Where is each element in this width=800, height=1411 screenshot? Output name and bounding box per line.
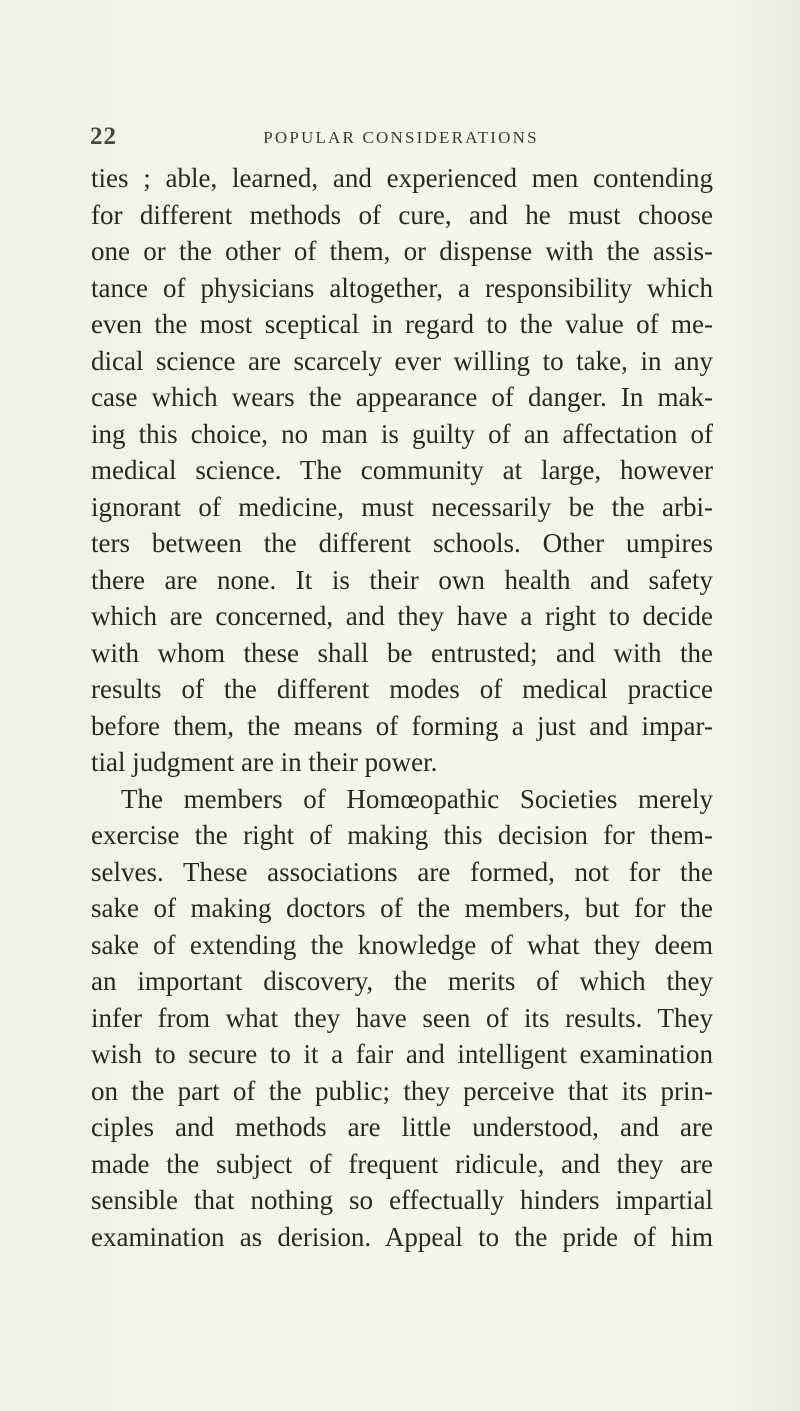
text-line: tance of physicians altogether, a responsibility which bbox=[91, 272, 713, 303]
text-line: made the subject of frequent ridicule, and they are bbox=[91, 1148, 713, 1179]
text-line: which are concerned, and they have a right to decide bbox=[91, 601, 713, 631]
running-head-title: POPULAR CONSIDERATIONS bbox=[263, 128, 539, 147]
text-line: examination as derision. Appeal to the pride of him bbox=[91, 1221, 713, 1252]
text-line: one or the other of them, or dispense with the assis- bbox=[91, 236, 713, 266]
body-text bbox=[91, 160, 713, 1255]
text-line: case which wears the appearance of danger. In mak- bbox=[91, 382, 713, 412]
text-line: an important discovery, the merits of which they bbox=[91, 966, 713, 996]
text-line: medical science. The community at large, however bbox=[91, 455, 713, 485]
text-line: for different methods of cure, and he must choose bbox=[91, 199, 713, 230]
text-line: with whom these shall be entrusted; and with the bbox=[91, 637, 713, 668]
paragraph-end-line: tial judgment are in their power. bbox=[91, 747, 438, 777]
text-line: infer from what they have seen of its results. They bbox=[91, 1002, 713, 1033]
text-line: even the most sceptical in regard to the value of me- bbox=[91, 309, 713, 339]
text-line: ing this choice, no man is guilty of an affectation of bbox=[91, 418, 713, 449]
text-line: sensible that nothing so effectually hinders impartial bbox=[91, 1185, 713, 1215]
text-line: ignorant of medicine, must necessarily be the arbi- bbox=[91, 491, 713, 522]
text-line: wish to secure to it a fair and intelligent examination bbox=[91, 1039, 713, 1069]
text-line: before them, the means of forming a just and impar- bbox=[91, 710, 713, 741]
text-line: exercise the right of making this decision for them- bbox=[91, 820, 713, 850]
running-head bbox=[90, 122, 712, 152]
text-line: ters between the different schools. Other umpires bbox=[91, 528, 713, 558]
text-line: results of the different modes of medical practice bbox=[91, 674, 713, 704]
text-line: there are none. It is their own health and safety bbox=[91, 564, 713, 595]
paragraph-start-line: The members of Homœopathic Societies merely bbox=[121, 783, 713, 814]
text-line: ciples and methods are little understood, and are bbox=[91, 1112, 713, 1142]
text-line: selves. These associations are formed, not for the bbox=[91, 856, 713, 887]
text-line: sake of extending the knowledge of what they deem bbox=[91, 929, 713, 960]
text-line: ties ; able, learned, and experienced men contending bbox=[91, 163, 713, 193]
text-line: sake of making doctors of the members, but for the bbox=[91, 893, 713, 923]
text-line: on the part of the public; they perceive that its prin- bbox=[91, 1075, 713, 1106]
text-line: dical science are scarcely ever willing to take, in any bbox=[91, 345, 713, 376]
page-number: 22 bbox=[90, 123, 117, 150]
